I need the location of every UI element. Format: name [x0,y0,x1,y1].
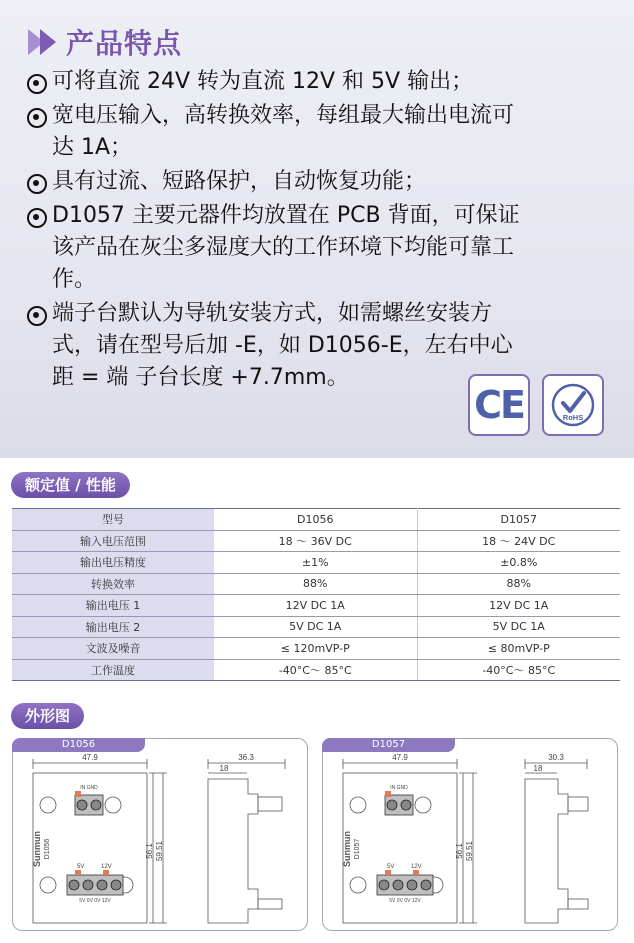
features-title: 产品特点 [66,27,183,60]
spec-value-d1057: -40°C～ 85°C [417,659,620,681]
terminal-top-label: IN GND [390,785,408,791]
dimension-drawing-svg [323,739,619,932]
dim-rail: 18 [533,764,543,773]
feature-item: D1057 主要元器件均放置在 PCB 背面，可保证该产品在灰尘多湿度大的工作环境下均能可靠工作。 [26,200,526,296]
dimension-drawing-svg [13,739,309,932]
dim-rail: 18 [219,764,229,773]
spec-value-d1057: 5V DC 1A [417,616,620,638]
spec-value-d1056: 5V DC 1A [214,616,417,638]
terminal-block-bottom [67,870,123,895]
dimension-drawing-d1057 [322,738,618,931]
table-row [12,509,620,531]
label-12v: 12V [101,864,112,870]
rohs-badge-icon [548,380,598,430]
spec-value-d1056: 12V DC 1A [214,595,417,617]
spec-label: 输入电压范围 [12,530,214,552]
spec-value-d1056: -40°C～ 85°C [214,659,417,681]
label-5v: 5V [77,864,85,870]
table-row [12,530,620,552]
spec-value-d1056: ≤ 120mVP-P [214,638,417,660]
terminal-block-top [385,791,413,815]
spec-label: 型号 [12,509,214,531]
label-5v: 5V [387,864,395,870]
spec-value-d1056: ±1% [214,552,417,574]
spec-label: 转换效率 [12,573,214,595]
terminal-block-top [75,791,103,815]
table-row [12,616,620,638]
table-row [12,573,620,595]
double-arrow-icon [28,29,52,55]
table-row [12,638,620,660]
features-heading [28,22,182,62]
spec-label: 输出电压 2 [12,616,214,638]
table-row [12,659,620,681]
spec-value-d1056: 88% [214,573,417,595]
table-row [12,595,620,617]
dim-depth: 30.3 [548,753,564,762]
dim-height-2: 59.51 [465,840,474,862]
features-panel [0,0,634,458]
spec-value-d1056: 18 ～ 36V DC [214,530,417,552]
feature-item: 端子台默认为导轨安装方式，如需螺丝安装方式，请在型号后加 -E，如 D1056-E，左右中心距 = 端 子台长度 +7.7mm。 [26,298,526,394]
ce-certification-icon [468,374,530,436]
spec-value-d1056: D1056 [214,509,417,531]
rohs-certification-icon [542,374,604,436]
label-12v: 12V [411,864,422,870]
dim-depth: 36.3 [238,753,254,762]
dim-height-1: 56.1 [145,843,154,859]
spec-value-d1057: 12V DC 1A [417,595,620,617]
ce-mark-text: CE [474,383,524,427]
spec-value-d1057: 88% [417,573,620,595]
model-mark: D1056 [44,838,51,860]
feature-item: 具有过流、短路保护，自动恢复功能； [26,166,526,198]
dimension-drawing-d1056 [12,738,308,931]
table-row [12,552,620,574]
brand-label: Sunmun [342,831,352,867]
terminal-block-bottom [377,870,433,895]
spec-label: 输出电压 1 [12,595,214,617]
spec-label: 工作温度 [12,659,214,681]
terminal-top-label: IN GND [80,785,98,791]
spec-value-d1057: 18 ～ 24V DC [417,530,620,552]
brand-label: Sunmun [32,831,42,867]
model-mark: D1057 [354,838,361,860]
drawings-section-tag: 外形图 [11,703,84,729]
dim-width: 47.9 [392,753,408,762]
feature-item: 可将直流 24V 转为直流 12V 和 5V 输出； [26,66,526,98]
spec-value-d1057: ≤ 80mVP-P [417,638,620,660]
dim-height-2: 59.51 [155,840,164,862]
drawing-model-tab: D1056 [12,738,145,752]
spec-value-d1057: ±0.8% [417,552,620,574]
drawing-model-tab: D1057 [322,738,455,752]
rohs-label: RoHS [562,413,584,422]
specs-table [12,508,620,681]
terminal-bottom-label: 5V 0V 0V 12V [79,898,111,904]
features-list [26,66,526,396]
dim-width: 47.9 [82,753,98,762]
feature-item: 宽电压输入，高转换效率，每组最大输出电流可达 1A； [26,100,526,164]
spec-label: 文波及噪音 [12,638,214,660]
dim-height-1: 56.1 [455,843,464,859]
spec-value-d1057: D1057 [417,509,620,531]
spec-label: 输出电压精度 [12,552,214,574]
terminal-bottom-label: 5V 0V 0V 12V [389,898,421,904]
specs-section-tag: 额定值 / 性能 [11,472,130,498]
